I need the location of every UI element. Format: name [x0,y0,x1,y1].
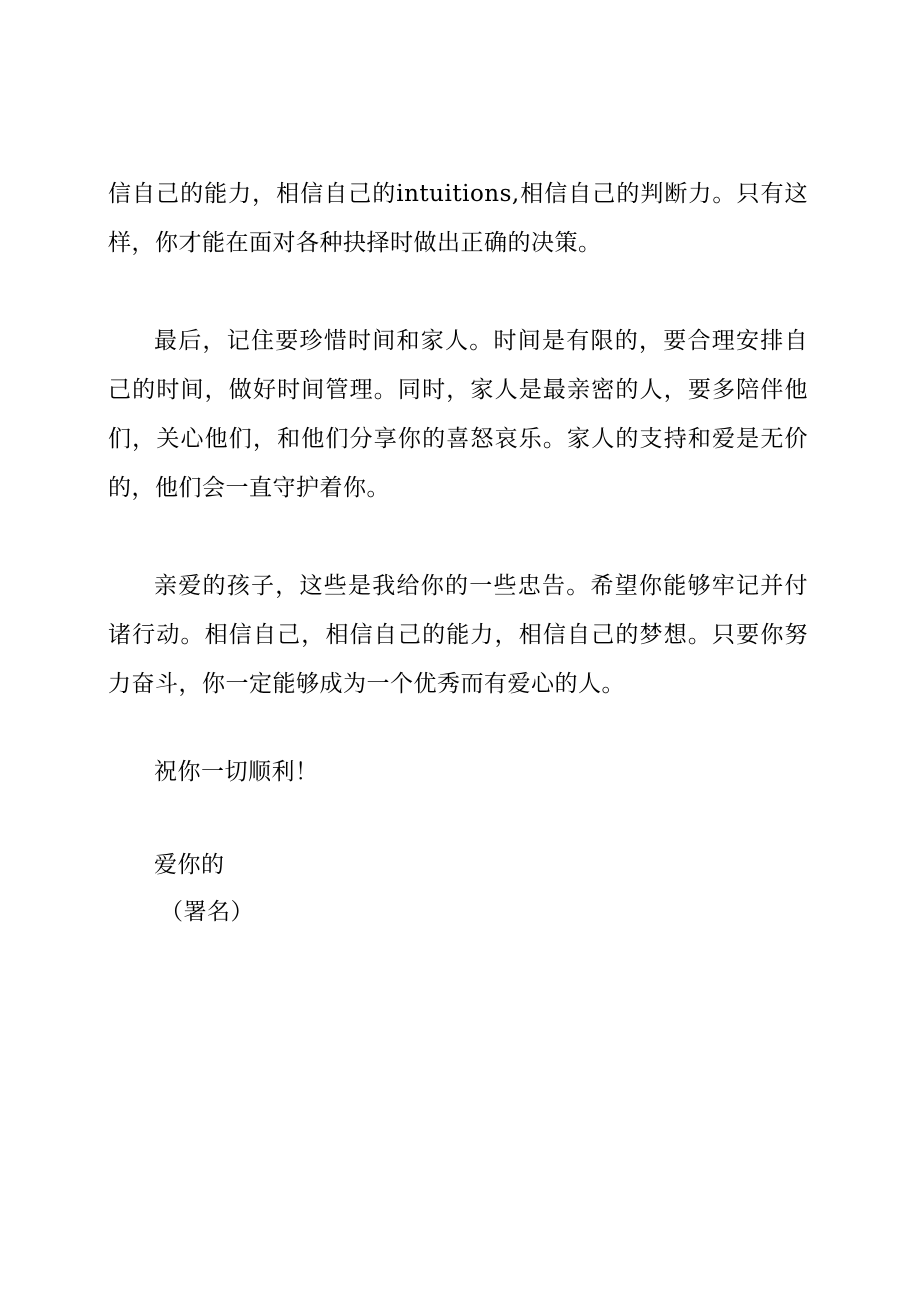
signature-placeholder: （署名） [160,899,254,925]
paragraph-advice-summary: 亲爱的孩子，这些是我给你的一些忠告。希望你能够牢记并付诸行动。相信自己，相信自己的能力，相信自己的梦想。只要你努力奋斗，你一定能够成为一个优秀而有爱心的人。 [108,573,808,697]
paragraph-continuation: 信自己的能力，相信自己的intuitions,相信自己的判断力。只有这样，你才能在面对各种抉择时做出正确的决策。 [108,181,808,256]
paragraph-time-and-family: 最后，记住要珍惜时间和家人。时间是有限的，要合理安排自己的时间，做好时间管理。同时，家人是最亲密的人，要多陪伴他们，关心他们，和他们分享你的喜怒哀乐。家人的支持和爱是无价的，他们会一直守护着你。 [108,328,808,501]
closing-wish: 祝你一切顺利！ [154,759,319,785]
closing-love: 爱你的 [154,852,225,878]
